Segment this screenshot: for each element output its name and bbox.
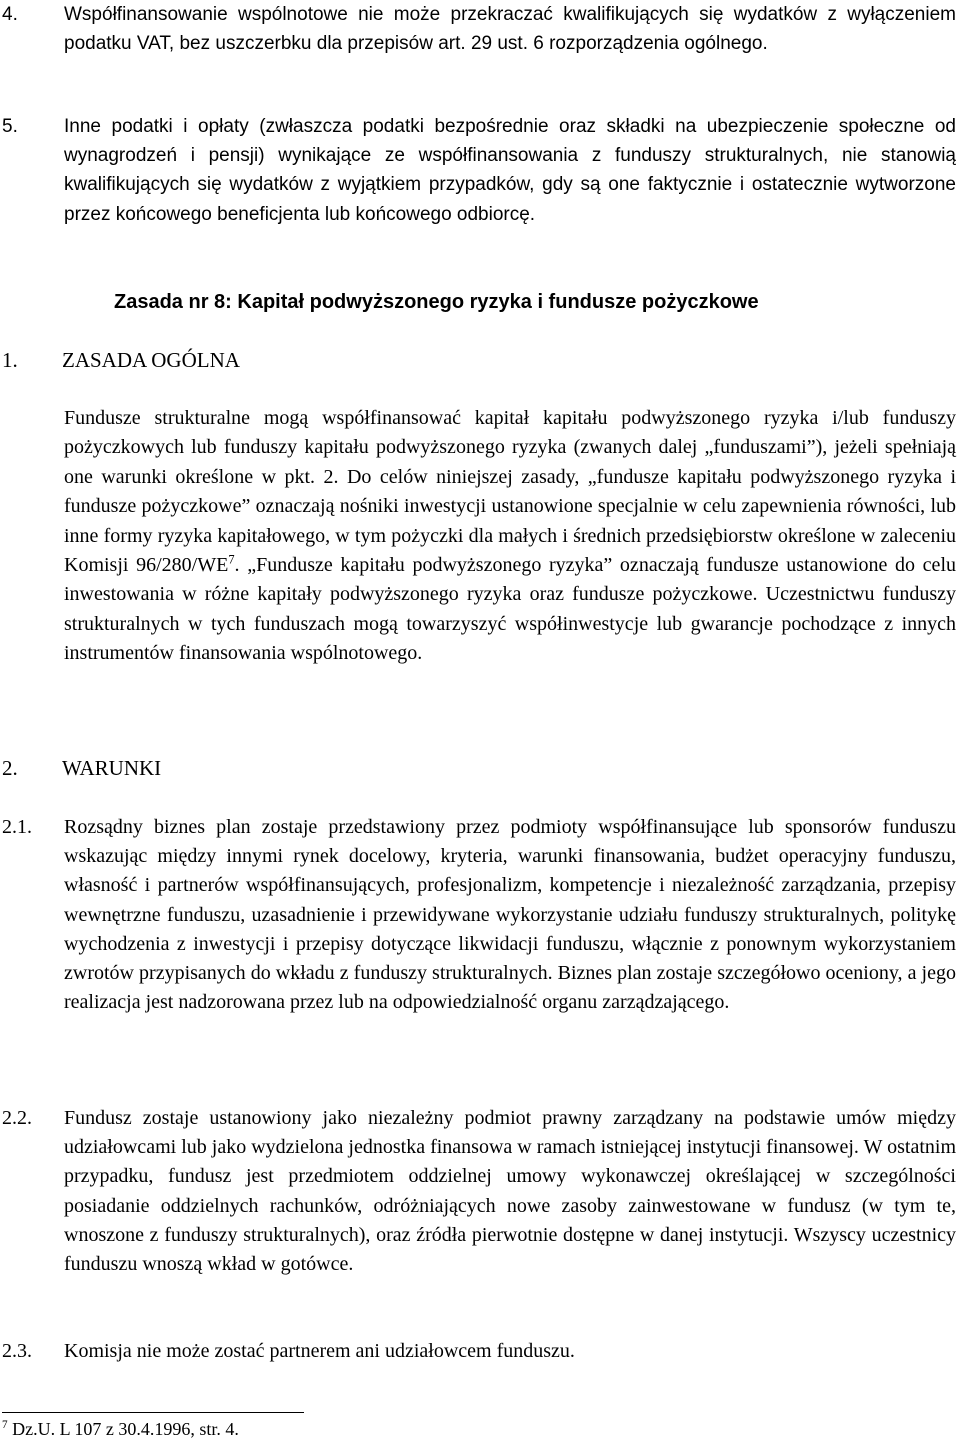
subitem-number: 2.1. <box>2 816 32 838</box>
subitem-text: Rozsądny biznes plan zostaje przedstawiony przez podmioty współfinansujące lub sponsorów funduszu wskazując między innymi rynek docelowy, kryteria, warunki finansowania, budżet operacyjny funduszu, własność i partnerów współfinansujących, profesjonalizm, kompetencje i niezależność zarządzania, przepisy wewnętrzne funduszu, uzasadnienie i przewidywane wykorzystanie udziału funduszy strukturalnych, politykę wychodzenia z inwestycji i przepisy dotyczące likwidacji funduszu, włącznie z ponownym wykorzystaniem zwrotów przypisanych do wkładu z funduszy strukturalnych. Biznes plan zostaje szczegółowo oceniony, a jego realizacja jest nadzorowana przez lub na odpowiedzialność organu zarządzającego. <box>64 816 956 1014</box>
subitem-number: 2.2. <box>2 1107 32 1129</box>
rule-heading: Zasada nr 8: Kapitał podwyższonego ryzyka i fundusze pożyczkowe <box>114 291 759 313</box>
footnote-text: Dz.U. L 107 z 30.4.1996, str. 4. <box>12 1419 239 1439</box>
subitem-text: Fundusz zostaje ustanowiony jako niezależny podmiot prawny zarządzany na podstawie umów między udziałowcami lub jako wydzielona jednostka finansowa w ramach istniejącej instytucji finansowej. W ostatnim przypadku, fundusz jest przedmiotem oddzielnej umowy wykonawczej określającej w szczególności posiadanie oddzielnych rachunków, odróżniających nowe zasoby zainwestowane w fundusz (w tym te, wnoszone z funduszy strukturalnych), oraz źródła pierwotnie dostępne w danej instytucji. Wszyscy uczestnicy funduszu wnoszą wkład w gotówce. <box>64 1107 956 1276</box>
section-1-paragraph <box>64 404 956 669</box>
section-title: WARUNKI <box>62 756 162 780</box>
section-number: 1. <box>2 348 18 372</box>
section-number: 2. <box>2 756 18 780</box>
list-item-5 <box>0 112 956 229</box>
item-number: 5. <box>2 116 18 137</box>
item-text: Inne podatki i opłaty (zwłaszcza podatki bezpośrednie oraz składki na ubezpieczenie społeczne od wynagrodzeń i pensji) wynikające ze współfinansowania z funduszy strukturalnych, nie stanowią kwalifikujących się wydatków z wyjątkiem przypadków, gdy są one faktycznie i ostatecznie wytworzone przez końcowego beneficjenta lub końcowego odbiorcę. <box>64 116 956 225</box>
subitem-number: 2.3. <box>2 1340 32 1362</box>
paragraph-text-part-2: . „Fundusze kapitału podwyższonego ryzyka” oznaczają fundusze ustanowione do celu inwestowania w różne kapitały podwyższonego ryzyka oraz fundusze pożyczkowe. Uczestnictwu funduszy strukturalnych w tych funduszach mogą towarzyszyć współinwestycje lub gwarancje pochodzące z innych instrumentów finansowania wspólnotowego. <box>64 554 956 665</box>
paragraph-text-part-1: Fundusze strukturalne mogą współfinansować kapitał kapitału podwyższonego ryzyka i/lub funduszy pożyczkowych lub funduszy kapitału podwyższonego ryzyka (zwanych dalej „funduszami”), jeżeli spełniają one warunki określone w pkt. 2. Do celów niniejszej zasady, „fundusze kapitału podwyższonego ryzyka i fundusze pożyczkowe” oznaczają nośniki inwestycji ustanowione specjalnie w celu zapewnienia równości, lub inne formy ryzyka kapitałowego, w tym pożyczki dla małych i średnich przedsiębiorstw określone w zaleceniu Komisji 96/280/WE <box>64 407 956 577</box>
subitem-2-3 <box>0 1337 956 1366</box>
footnote-marker: 7 <box>2 1419 8 1431</box>
list-item-4 <box>0 0 956 58</box>
item-number: 4. <box>2 4 18 25</box>
subitem-2-2 <box>0 1104 956 1279</box>
footnote-reference[interactable]: 7 <box>228 552 235 567</box>
item-text: Współfinansowanie wspólnotowe nie może przekraczać kwalifikujących się wydatków z wyłączeniem podatku VAT, bez uszczerbku dla przepisów art. 29 ust. 6 rozporządzenia ogólnego. <box>64 4 956 55</box>
footnote-separator <box>2 1412 304 1413</box>
subitem-2-1 <box>0 813 956 1017</box>
footnote <box>2 1418 239 1440</box>
subitem-text: Komisja nie może zostać partnerem ani udziałowcem funduszu. <box>64 1340 575 1362</box>
section-title: ZASADA OGÓLNA <box>62 348 240 372</box>
